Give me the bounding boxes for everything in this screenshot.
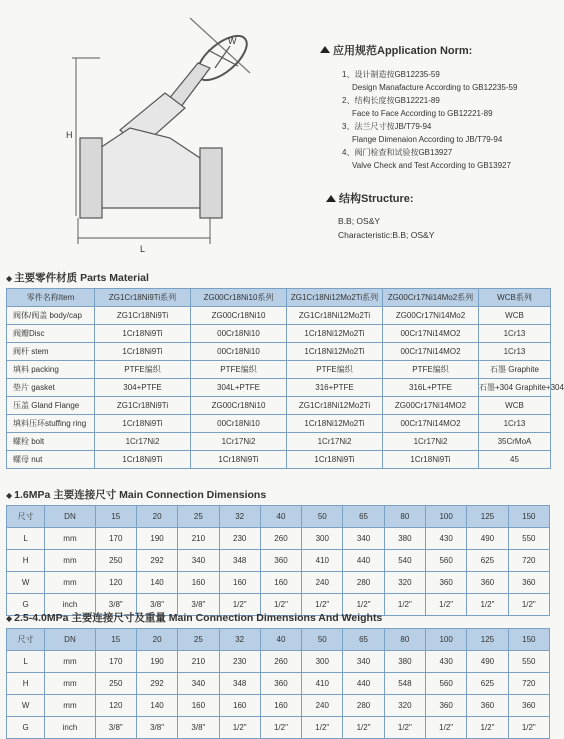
table-cell: 1/2" (426, 594, 467, 616)
table-cell: PTFE编织 (287, 361, 383, 379)
table-cell: 140 (136, 695, 177, 717)
table-cell: 625 (467, 550, 508, 572)
table-cell: 160 (178, 695, 219, 717)
table-cell: 00Cr18Ni10 (191, 415, 287, 433)
table-cell: 00Cr18Ni10 (191, 325, 287, 343)
table-cell: 1Cr17Ni2 (383, 433, 479, 451)
table-cell: 550 (508, 528, 549, 550)
table-cell: mm (45, 651, 95, 673)
table-cell: 210 (178, 528, 219, 550)
table-cell: 3/8" (95, 717, 136, 739)
table-header-cell: 50 (302, 506, 343, 528)
table-header-cell: 125 (467, 629, 508, 651)
table-cell: 1Cr18Ni12Mo2Ti (287, 343, 383, 361)
table-cell: 160 (219, 572, 260, 594)
table-cell: 160 (178, 572, 219, 594)
diamond-icon (320, 46, 330, 53)
table-cell: 292 (136, 673, 177, 695)
table-cell: ZG1Cr18Ni12Mo2Ti (287, 307, 383, 325)
table-cell: PTFE编织 (383, 361, 479, 379)
table-cell: 316L+PTFE (383, 379, 479, 397)
table-cell: 140 (136, 572, 177, 594)
table-cell: L (7, 528, 45, 550)
table-cell: 压盖 Gland Flange (7, 397, 95, 415)
table-cell: 240 (302, 695, 343, 717)
table-row (7, 451, 551, 469)
table-cell: 170 (95, 528, 136, 550)
table-header-cell: ZG00Cr17Ni14Mo2系列 (383, 289, 479, 307)
dim1-table (6, 505, 550, 616)
table-cell: 440 (343, 550, 384, 572)
table-cell: 1/2" (302, 594, 343, 616)
table-cell: 1/2" (467, 717, 508, 739)
table-cell: 1Cr13 (479, 415, 551, 433)
table-cell: 120 (95, 695, 136, 717)
table-header-cell: DN (45, 506, 95, 528)
table-header-cell: ZG1Cr18Ni9Ti系列 (95, 289, 191, 307)
table-cell: 230 (219, 528, 260, 550)
structure-line-1: B.B; OS&Y (338, 216, 381, 226)
table-cell: 304L+PTFE (191, 379, 287, 397)
table-cell: G (7, 594, 45, 616)
norm-item-4-en: Valve Check and Test According to GB13927 (352, 161, 511, 170)
table-row (7, 307, 551, 325)
table-row (7, 343, 551, 361)
table-cell: 1Cr18Ni9Ti (287, 451, 383, 469)
table-cell: 360 (426, 695, 467, 717)
table-cell: 1Cr13 (479, 343, 551, 361)
table-cell: 340 (178, 550, 219, 572)
table-cell: WCB (479, 397, 551, 415)
table-cell: 1/2" (508, 717, 549, 739)
table-cell: 160 (260, 695, 301, 717)
table-cell: 1/2" (508, 594, 549, 616)
table-header-cell: 25 (178, 506, 219, 528)
table-cell: 360 (426, 572, 467, 594)
triangle-icon: ◆ (6, 491, 13, 500)
valve-illustration (60, 8, 310, 253)
dim2-title: ◆ 2.5-4.0MPa 主要连接尺寸及重量 Main Connection Dimensions And Weights (6, 612, 383, 624)
table-cell: 292 (136, 550, 177, 572)
table-cell: 填料压环stuffing ring (7, 415, 95, 433)
structure-line-2: Characteristic:B.B; OS&Y (338, 230, 435, 240)
triangle-icon: ◆ (6, 614, 13, 623)
table-header-cell: 125 (467, 506, 508, 528)
table-cell: 00Cr17Ni14MO2 (383, 343, 479, 361)
table-cell: ZG00Cr17Ni14Mo2 (383, 307, 479, 325)
table-cell: 1/2" (384, 594, 425, 616)
triangle-icon: ◆ (6, 274, 13, 283)
table-cell: ZG1Cr18Ni9Ti (95, 397, 191, 415)
materials-table (6, 288, 564, 469)
table-cell: 1/2" (219, 594, 260, 616)
table-header-cell: 40 (260, 629, 301, 651)
table-cell: 550 (508, 651, 549, 673)
table-cell: 1/2" (426, 717, 467, 739)
table-cell: 1Cr18Ni9Ti (95, 343, 191, 361)
norm-item-2-cn: 2、结构长度按GB12221-89 (342, 96, 440, 105)
table-cell: 340 (343, 651, 384, 673)
table-cell: 3/8" (136, 594, 177, 616)
table-row (7, 361, 551, 379)
table-row (7, 325, 551, 343)
table-header-cell: 100 (426, 506, 467, 528)
table-cell: 1Cr18Ni9Ti (95, 415, 191, 433)
table-cell: ZG00Cr18Ni10 (191, 307, 287, 325)
table-cell: 430 (426, 651, 467, 673)
table-header-cell: 尺寸 (7, 506, 45, 528)
table-cell: 380 (384, 651, 425, 673)
table-cell: mm (45, 695, 95, 717)
table-cell: 螺栓 bolt (7, 433, 95, 451)
table-cell: 360 (260, 673, 301, 695)
table-cell: 190 (136, 528, 177, 550)
table-cell: 1/2" (219, 717, 260, 739)
table-cell: 1Cr18Ni9Ti (191, 451, 287, 469)
table-header-cell: 150 (508, 629, 549, 651)
table-cell: 垫片 gasket (7, 379, 95, 397)
table-cell: 340 (178, 673, 219, 695)
norm-heading: 应用规范Application Norm: (320, 42, 550, 58)
norm-item-4-cn: 4、阀门检查和试验按GB13927 (342, 148, 453, 157)
table-cell: 360 (508, 572, 549, 594)
table-cell: 348 (219, 673, 260, 695)
table-header-cell: DN (45, 629, 95, 651)
application-norm (320, 42, 550, 172)
table-header-cell: 100 (426, 629, 467, 651)
table-cell: ZG00Cr17Ni14MO2 (383, 397, 479, 415)
table-cell: ZG1Cr18Ni12Mo2Ti (287, 397, 383, 415)
table-cell: 720 (508, 550, 549, 572)
table-cell: 1Cr13 (479, 325, 551, 343)
table-cell: 240 (302, 572, 343, 594)
materials-title: ◆ 主要零件材质 Parts Material (6, 272, 149, 284)
table-cell: 360 (467, 572, 508, 594)
table-cell: mm (45, 572, 95, 594)
table-cell: 填料 packing (7, 361, 95, 379)
table-cell: WCB (479, 307, 551, 325)
table-cell: H (7, 673, 45, 695)
table-cell: 1Cr18Ni12Mo2Ti (287, 325, 383, 343)
structure-section (326, 190, 546, 242)
norm-item-3-cn: 3、法兰尺寸按JB/T79-94 (342, 122, 432, 131)
table-cell: 1/2" (302, 717, 343, 739)
table-cell: 320 (384, 695, 425, 717)
table-cell: 1Cr18Ni9Ti (95, 451, 191, 469)
table-cell: 360 (467, 695, 508, 717)
table-cell: 250 (95, 673, 136, 695)
table-cell: 35CrMoA (479, 433, 551, 451)
table-cell: 1/2" (260, 594, 301, 616)
table-cell: 430 (426, 528, 467, 550)
table-cell: 1Cr18Ni9Ti (383, 451, 479, 469)
table-header-cell: 25 (178, 629, 219, 651)
structure-heading: 结构Structure: (326, 190, 546, 206)
table-cell: 3/8" (178, 717, 219, 739)
diamond-icon (326, 195, 336, 202)
table-cell: 280 (343, 695, 384, 717)
table-header-cell: 零件名称Item (7, 289, 95, 307)
dim-h-label: H (66, 130, 73, 140)
table-cell: G (7, 717, 45, 739)
table-cell: 160 (219, 695, 260, 717)
table-header-cell: 150 (508, 506, 549, 528)
table-cell: 1Cr18Ni9Ti (95, 325, 191, 343)
table-row (7, 550, 550, 572)
table-cell: 00Cr17Ni14MO2 (383, 325, 479, 343)
table-cell: 560 (426, 673, 467, 695)
table-row (7, 651, 550, 673)
table-cell: 3/8" (136, 717, 177, 739)
table-cell: 340 (343, 528, 384, 550)
table-cell: PTFE编织 (95, 361, 191, 379)
dim1-title: ◆ 1.6MPa 主要连接尺寸 Main Connection Dimensions (6, 489, 267, 501)
table-row (7, 397, 551, 415)
table-cell: inch (45, 717, 95, 739)
table-cell: 00Cr17Ni14MO2 (383, 415, 479, 433)
table-header-cell: 65 (343, 629, 384, 651)
table-cell: 170 (95, 651, 136, 673)
table-cell: 560 (426, 550, 467, 572)
table-cell: W (7, 572, 45, 594)
table-row (7, 379, 551, 397)
table-cell: 720 (508, 673, 549, 695)
table-cell: 300 (302, 528, 343, 550)
table-cell: 316+PTFE (287, 379, 383, 397)
table-header-cell: 80 (384, 506, 425, 528)
table-cell: 410 (302, 673, 343, 695)
table-cell: 00Cr18Ni10 (191, 343, 287, 361)
table-cell: 440 (343, 673, 384, 695)
table-cell: 1/2" (260, 717, 301, 739)
table-row (7, 673, 550, 695)
table-cell: ZG00Cr18Ni10 (191, 397, 287, 415)
table-cell: 螺母 nut (7, 451, 95, 469)
table-cell: H (7, 550, 45, 572)
table-cell: 190 (136, 651, 177, 673)
table-header-cell: ZG00Cr18Ni10系列 (191, 289, 287, 307)
table-cell: 1/2" (343, 594, 384, 616)
table-cell: mm (45, 673, 95, 695)
table-cell: 548 (384, 673, 425, 695)
table-header-cell: 32 (219, 629, 260, 651)
table-row (7, 717, 550, 739)
table-cell: 280 (343, 572, 384, 594)
table-header-cell: 65 (343, 506, 384, 528)
dim-l-label: L (140, 244, 146, 254)
table-cell: PTFE编织 (191, 361, 287, 379)
table-cell: 260 (260, 528, 301, 550)
table-cell: mm (45, 528, 95, 550)
table-cell: 石墨 Graphite (479, 361, 551, 379)
norm-item-3-en: Flange Dimenaion According to JB/T79-94 (352, 135, 503, 144)
table-row (7, 572, 550, 594)
table-cell: W (7, 695, 45, 717)
table-cell: 阀体/阀盖 body/cap (7, 307, 95, 325)
table-cell: 410 (302, 550, 343, 572)
table-cell: 1Cr17Ni2 (95, 433, 191, 451)
table-header-row (7, 629, 550, 651)
table-header-cell: 尺寸 (7, 629, 45, 651)
table-cell: 120 (95, 572, 136, 594)
table-cell: 260 (260, 651, 301, 673)
table-row (7, 433, 551, 451)
table-header-row (7, 506, 550, 528)
table-cell: inch (45, 594, 95, 616)
table-header-cell: 20 (136, 506, 177, 528)
table-cell: 300 (302, 651, 343, 673)
table-cell: 230 (219, 651, 260, 673)
table-cell: 360 (508, 695, 549, 717)
table-cell: ZG1Cr18Ni9Ti (95, 307, 191, 325)
table-cell: 1/2" (343, 717, 384, 739)
table-cell: 3/8" (178, 594, 219, 616)
table-row (7, 415, 551, 433)
table-cell: 490 (467, 651, 508, 673)
dim2-table (6, 628, 550, 739)
table-header-row (7, 289, 551, 307)
table-cell: mm (45, 550, 95, 572)
table-header-cell: 40 (260, 506, 301, 528)
table-header-cell: WCB系列 (479, 289, 551, 307)
dim-w-label: W (228, 36, 237, 46)
valve-drawing (60, 8, 310, 253)
norm-item-1-en: Design Manafacture According to GB12235-59 (352, 83, 518, 92)
table-cell: 360 (260, 550, 301, 572)
table-cell: 3/8" (95, 594, 136, 616)
table-header-cell: 20 (136, 629, 177, 651)
table-cell: 625 (467, 673, 508, 695)
table-header-cell: 80 (384, 629, 425, 651)
table-cell: 210 (178, 651, 219, 673)
table-cell: 490 (467, 528, 508, 550)
norm-item-1-cn: 1、设计制造按GB12235-59 (342, 70, 440, 79)
table-cell: 1/2" (467, 594, 508, 616)
table-cell: L (7, 651, 45, 673)
norm-item-2-en: Face to Face According to GB12221-89 (352, 109, 493, 118)
table-cell: 160 (260, 572, 301, 594)
table-cell: 石墨+304 Graphite+304 (479, 379, 551, 397)
table-cell: 1Cr17Ni2 (191, 433, 287, 451)
table-cell: 250 (95, 550, 136, 572)
table-row (7, 528, 550, 550)
table-header-cell: 50 (302, 629, 343, 651)
table-header-cell: 32 (219, 506, 260, 528)
table-header-cell: 15 (95, 629, 136, 651)
table-cell: 380 (384, 528, 425, 550)
table-cell: 阀杆 stem (7, 343, 95, 361)
table-cell: 348 (219, 550, 260, 572)
table-header-cell: 15 (95, 506, 136, 528)
table-cell: 540 (384, 550, 425, 572)
table-cell: 1/2" (384, 717, 425, 739)
table-header-cell: ZG1Cr18Ni12Mo2Ti系列 (287, 289, 383, 307)
table-cell: 304+PTFE (95, 379, 191, 397)
table-row (7, 695, 550, 717)
table-cell: 320 (384, 572, 425, 594)
table-cell: 阀瓣Disc (7, 325, 95, 343)
table-cell: 1Cr18Ni12Mo2Ti (287, 415, 383, 433)
table-cell: 45 (479, 451, 551, 469)
table-cell: 1Cr17Ni2 (287, 433, 383, 451)
